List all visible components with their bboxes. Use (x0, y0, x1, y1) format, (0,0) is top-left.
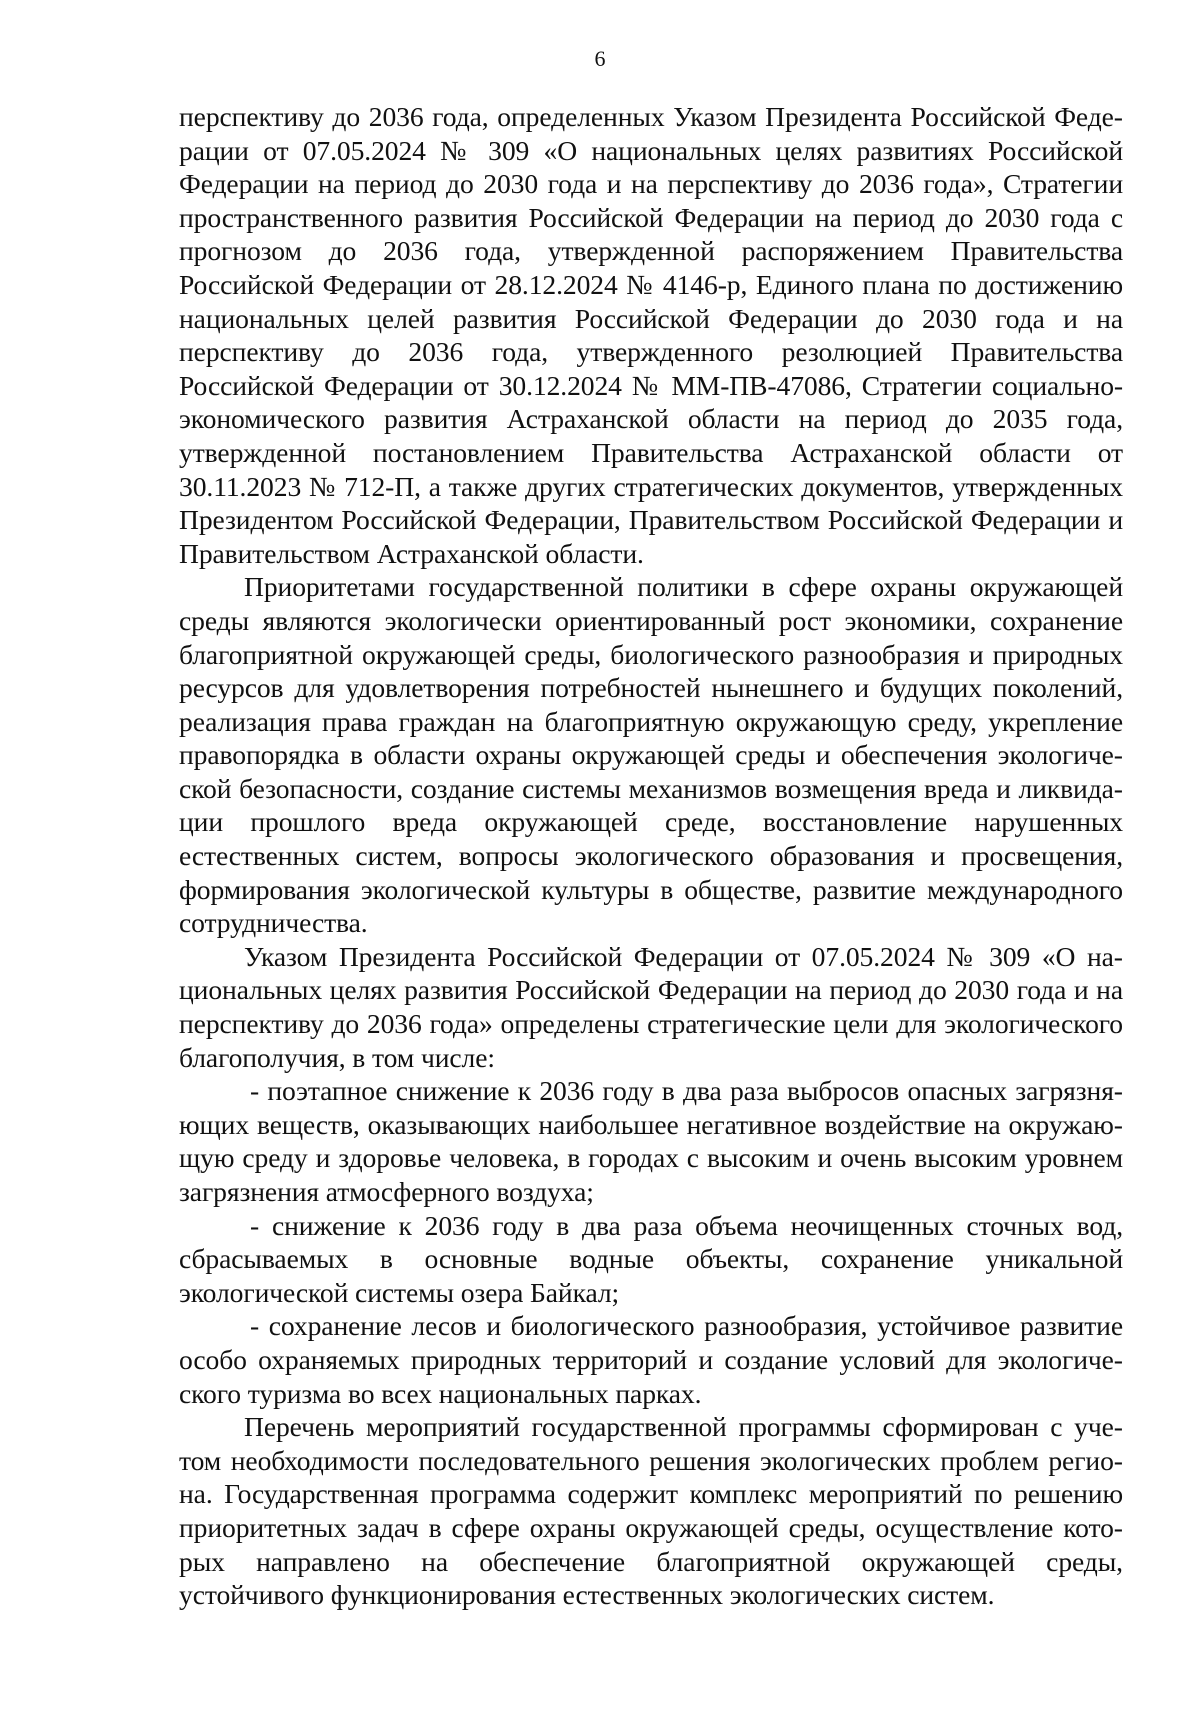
document-body (179, 100, 1123, 1612)
paragraph-policy-priorities: Приоритетами государственной политики в сфере охраны окружающей среды являются экологически ориентированный рост экономики, сохранение благоприятной окружающей среды, биологического разнообразия и природных ресурсов для удовлетворения потребностей нынешнего и будущих поколений, реализация права граждан на благоприятную окружающую среду, укрепление правопорядка в области охраны окружающей среды и обеспечения экологической безопасности, создание системы механизмов возмещения вреда и ликвидации прошлого вреда окружающей среде, восстановление нарушенных естественных систем, вопросы экологического образования и просвещения, формирования экологической культуры в обществе, развитие международного сотрудничества. (179, 571, 1123, 939)
list-item-air-emissions: - поэтапное снижение к 2036 году в два раза выбросов опасных загрязняющих веществ, оказывающих наибольшее негативное воздействие на окружающую среду и здоровье человека, в городах с высоким и очень высоким уровнем загрязнения атмосферного воздуха; (179, 1075, 1123, 1207)
list-item-forests-biodiversity: - сохранение лесов и биологического разнообразия, устойчивое развитие особо охраняемых природных территорий и создание условий для экологического туризма во всех национальных парках. (179, 1310, 1123, 1409)
page-number: 6 (594, 46, 606, 71)
list-item-wastewater: - снижение к 2036 году в два раза объема неочищенных сточных вод, сбрасываемых в основные водные объекты, сохранение уникальной экологической системы озера Байкал; (179, 1209, 1123, 1308)
paragraph-program-measures: Перечень мероприятий государственной программы сформирован с учетом необходимости последовательного решения экологических проблем региона. Государственная программа содержит комплекс мероприятий по решению приоритетных задач в сфере охраны окружающей среды, осуществление которых направлено на обеспечение благоприятной окружающей среды, устойчивого функционирования естественных экологических систем. (179, 1411, 1123, 1611)
paragraph-presidential-decree: Указом Президента Российской Федерации от 07.05.2024 № 309 «О национальных целях развития Российской Федерации на период до 2030 года и на перспективу до 2036 года» определены стратегические цели для экологического благополучия, в том числе: (179, 940, 1123, 1073)
paragraph-strategic-documents: перспективу до 2036 года, определенных Указом Президента Российской Федерации от 07.05.2024 № 309 «О национальных целях развитиях Российской Федерации на период до 2030 года и на перспективу до 2036 года», Стратегии пространственного развития Российской Федерации на период до 2030 года с прогнозом до 2036 года, утвержденной распоряжением Правительства Российской Федерации от 28.12.2024 № 4146-р, Единого плана по достижению национальных целей развития Российской Федерации до 2030 года и на перспективу до 2036 года, утвержденного резолюцией Правительства Российской Федерации от 30.12.2024 № ММ-ПВ-47086, Стратегии социально-экономического развития Астраханской области на период до 2035 года, утвержденной постановлением Правительства Астраханской области от 30.11.2023 № 712-П, а также других стратегических документов, утвержденных Президентом Российской Федерации, Правительством Российской Федерации и Правительством Астраханской области. (179, 101, 1123, 569)
